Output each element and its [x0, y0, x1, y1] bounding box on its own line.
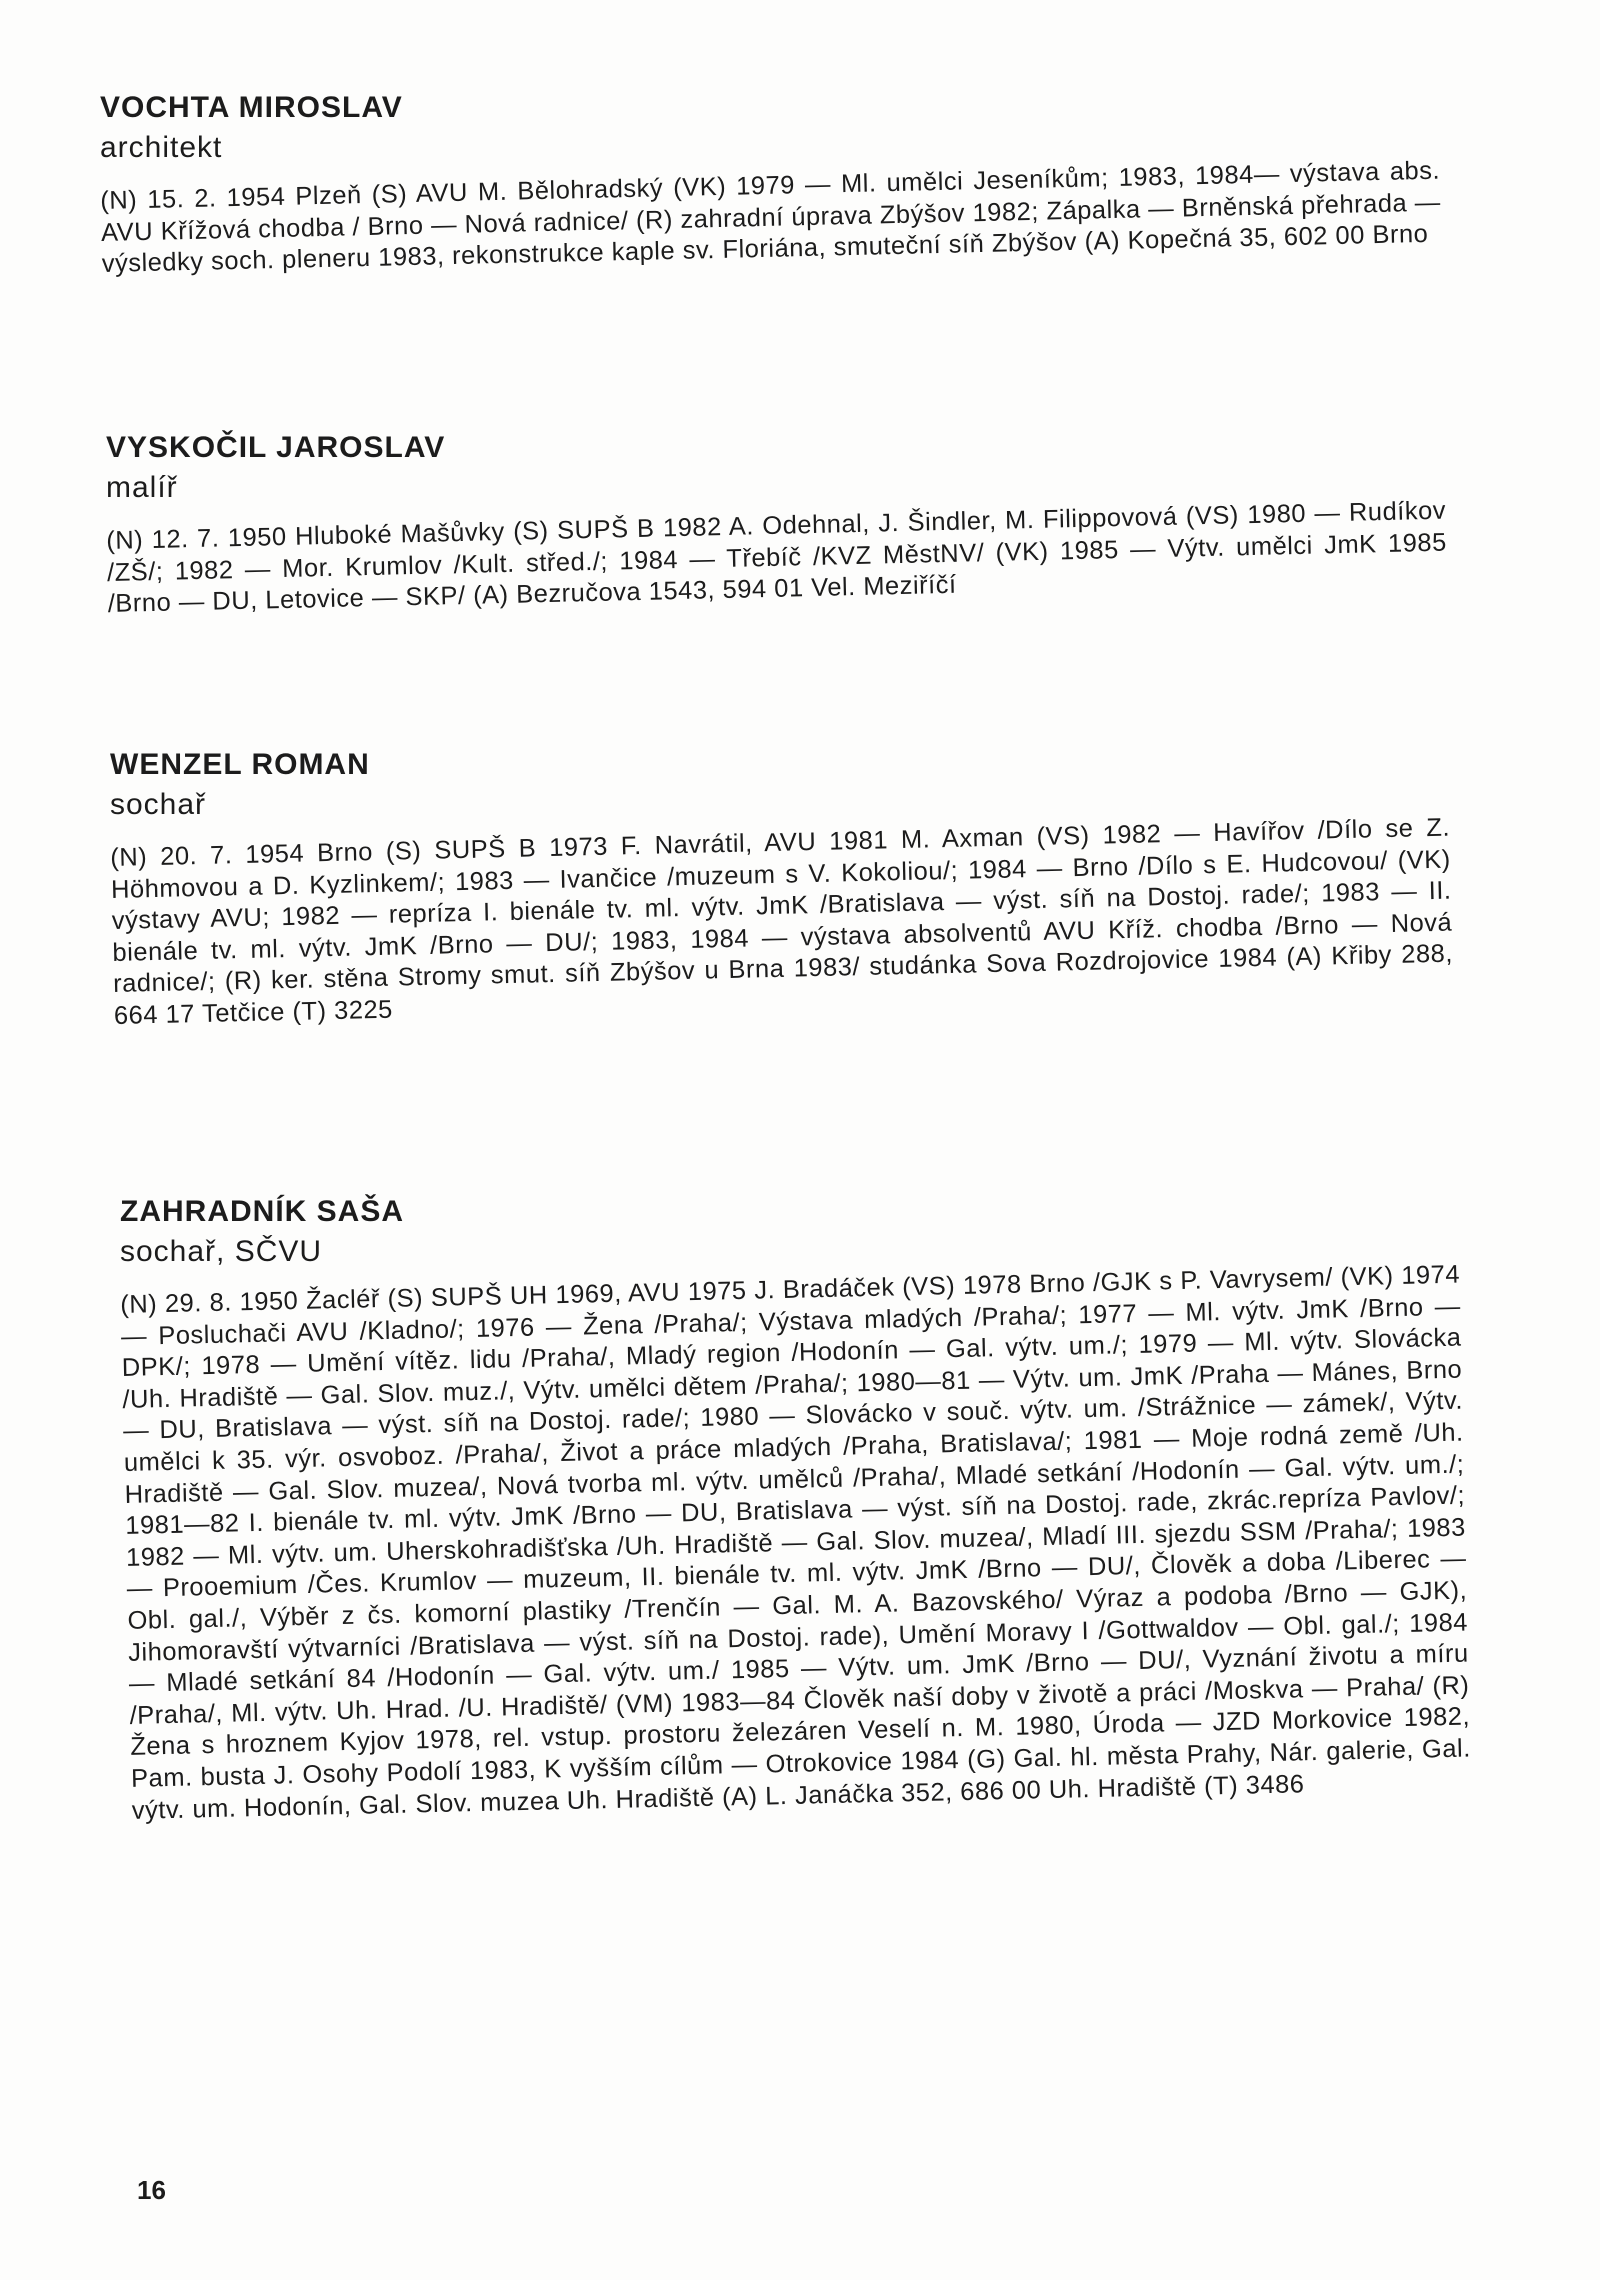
- entry-name: VOCHTA MIROSLAV: [100, 91, 403, 124]
- entry-name: VYSKOČIL JAROSLAV: [106, 431, 446, 464]
- entry-zahradnik: [120, 1192, 1472, 1827]
- entry-profession: malíř: [106, 471, 178, 504]
- entry-wenzel: [110, 745, 1454, 1033]
- entry-bio: (N) 12. 7. 1950 Hluboké Mašůvky (S) SUPŠ B 1982 A. Odehnal, J. Šindler, M. Filippovová (VS) 1980 — Rudíkov /ZŠ/; 1982 — Mor. Krumlov /Kult. střed./; 1984 — Třebíč /KVZ MěstNV/ (VK) 1985 — Výtv. umělci JmK 1985 /Brno — DU, Letovice — SKP/ (A) Bezručova 1543, 594 01 Vel. Meziříčí: [106, 496, 1448, 619]
- page-number: 16: [137, 2175, 166, 2205]
- entry-bio: (N) 15. 2. 1954 Plzeň (S) AVU M. Bělohradský (VK) 1979 — Ml. umělci Jeseníkům; 1983, 1984— výstava abs. AVU Křížová chodba / Brno — Nová radnice/ (R) zahradní úprava Zbýšov 1982; Zápalka — Brněnská přehrada — výsledky soch. pleneru 1983, rekonstrukce kaple sv. Floriána, smuteční síň Zbýšov (A) Kopečná 35, 602 00 Brno: [100, 156, 1442, 279]
- entry-profession: sochař: [110, 788, 207, 821]
- entry-vyskocil: [106, 428, 1446, 621]
- entry-profession: sochař, SČVU: [120, 1235, 323, 1268]
- entry-profession: architekt: [100, 131, 223, 164]
- entry-name: ZAHRADNÍK SAŠA: [120, 1195, 404, 1228]
- entry-bio: (N) 29. 8. 1950 Žacléř (S) SUPŠ UH 1969, AVU 1975 J. Bradáček (VS) 1978 Brno /GJK s P. Vavrysem/ (VK) 1974 — Posluchači AVU /Kladno/; 1976 — Žena /Praha/; Výstava mladých /Praha/; 1977 — Ml. výtv. JmK /Brno — DPK/; 1978 — Umění vítěz. lidu /Praha/, Mladý region /Hodonín — Gal. výtv. um./; 1979 — Ml. výtv. Slovácka /Uh. Hradiště — Gal. Slov. muz./, Výtv. umělci dětem /Praha/; 1980—81 — Výtv. um. JmK /Praha — Mánes, Brno — DU, Bratislava — výst. síň na Dostoj. rade/; 1980 — Slovácko v souč. výtv. um. /Strážnice — zámek/, Výtv. umělci k 35. výr. osvoboz. /Praha/, Život a práce mladých /Praha, Bratislava/; 1981 — Moje rodná země /Uh. Hradiště — Gal. Slov. muzea/, Nová tvorba ml. výtv. umělců /Praha/, Mladé setkání /Hodonín — Gal. výtv. um./; 1981—82 I. bienále tv. ml. výtv. JmK /Brno — DU, Bratislava — výst. síň na Dostoj. rade, zkrác.repríza Pavlov/; 1982 — Ml. výtv. um. Uherskohradišťska /Uh. Hradiště — Gal. Slov. muzea/, Mladí III. sjezdu SSM /Praha/; 1983 — Prooemium /Čes. Krumlov — muzeum, II. bienále tv. ml. výtv. JmK /Brno — DU/, Člověk a doba /Liberec — Obl. gal./, Výběr z čs. komorní plastiky /Trenčín — Gal. M. A. Bazovského/ Výraz a podoba /Brno — GJK), Jihomoravští výtvarníci /Bratislava — výst. síň na Dostoj. rade), Umění Moravy I /Gottwaldov — Obl. gal./; 1984 — Mladé setkání 84 /Hodonín — Gal. výtv. um./ 1985 — Výtv. um. JmK /Brno — DU/, Vyznání životu a míru /Praha/, Ml. výtv. Uh. Hrad. /U. Hradiště/ (VM) 1983—84 Člověk naší doby v životě a práci /Moskva — Praha/ (R) Žena s hroznem Kyjov 1978, rel. vstup. prostoru železáren Veselí n. M. 1980, Úroda — JZD Morkovice 1982, Pam. busta J. Osohy Podolí 1983, K vyšším cílům — Otrokovice 1984 (G) Gal. hl. města Prahy, Nár. galerie, Gal. výtv. um. Hodonín, Gal. Slov. muzea Uh. Hradiště (A) L. Janáčka 352, 686 00 Uh. Hradiště (T) 3486: [120, 1260, 1472, 1825]
- entry-bio: (N) 20. 7. 1954 Brno (S) SUPŠ B 1973 F. Navrátil, AVU 1981 M. Axman (VS) 1982 — Havířov /Dílo se Z. Höhmovou a D. Kyzlinkem/; 1983 — Ivančice /muzeum s V. Kokoliou/; 1984 — Brno /Dílo s E. Hudcovou/ (VK) výstavy AVU; 1982 — repríza I. bienále tv. ml. výtv. JmK /Bratislava — výst. síň na Dostoj. rade/; 1983 — II. bienále tv. ml. výtv. JmK /Brno — DU/; 1983, 1984 — výstava absolventů AVU Kříž. chodba /Brno — Nová radnice/; (R) ker. stěna Stromy smut. síň Zbýšov u Brna 1983/ studánka Sova Rozdrojovice 1984 (A) Křiby 288, 664 17 Tetčice (T) 3225: [110, 813, 1454, 1030]
- entry-vochta: [100, 88, 1440, 281]
- entry-name: WENZEL ROMAN: [110, 748, 370, 781]
